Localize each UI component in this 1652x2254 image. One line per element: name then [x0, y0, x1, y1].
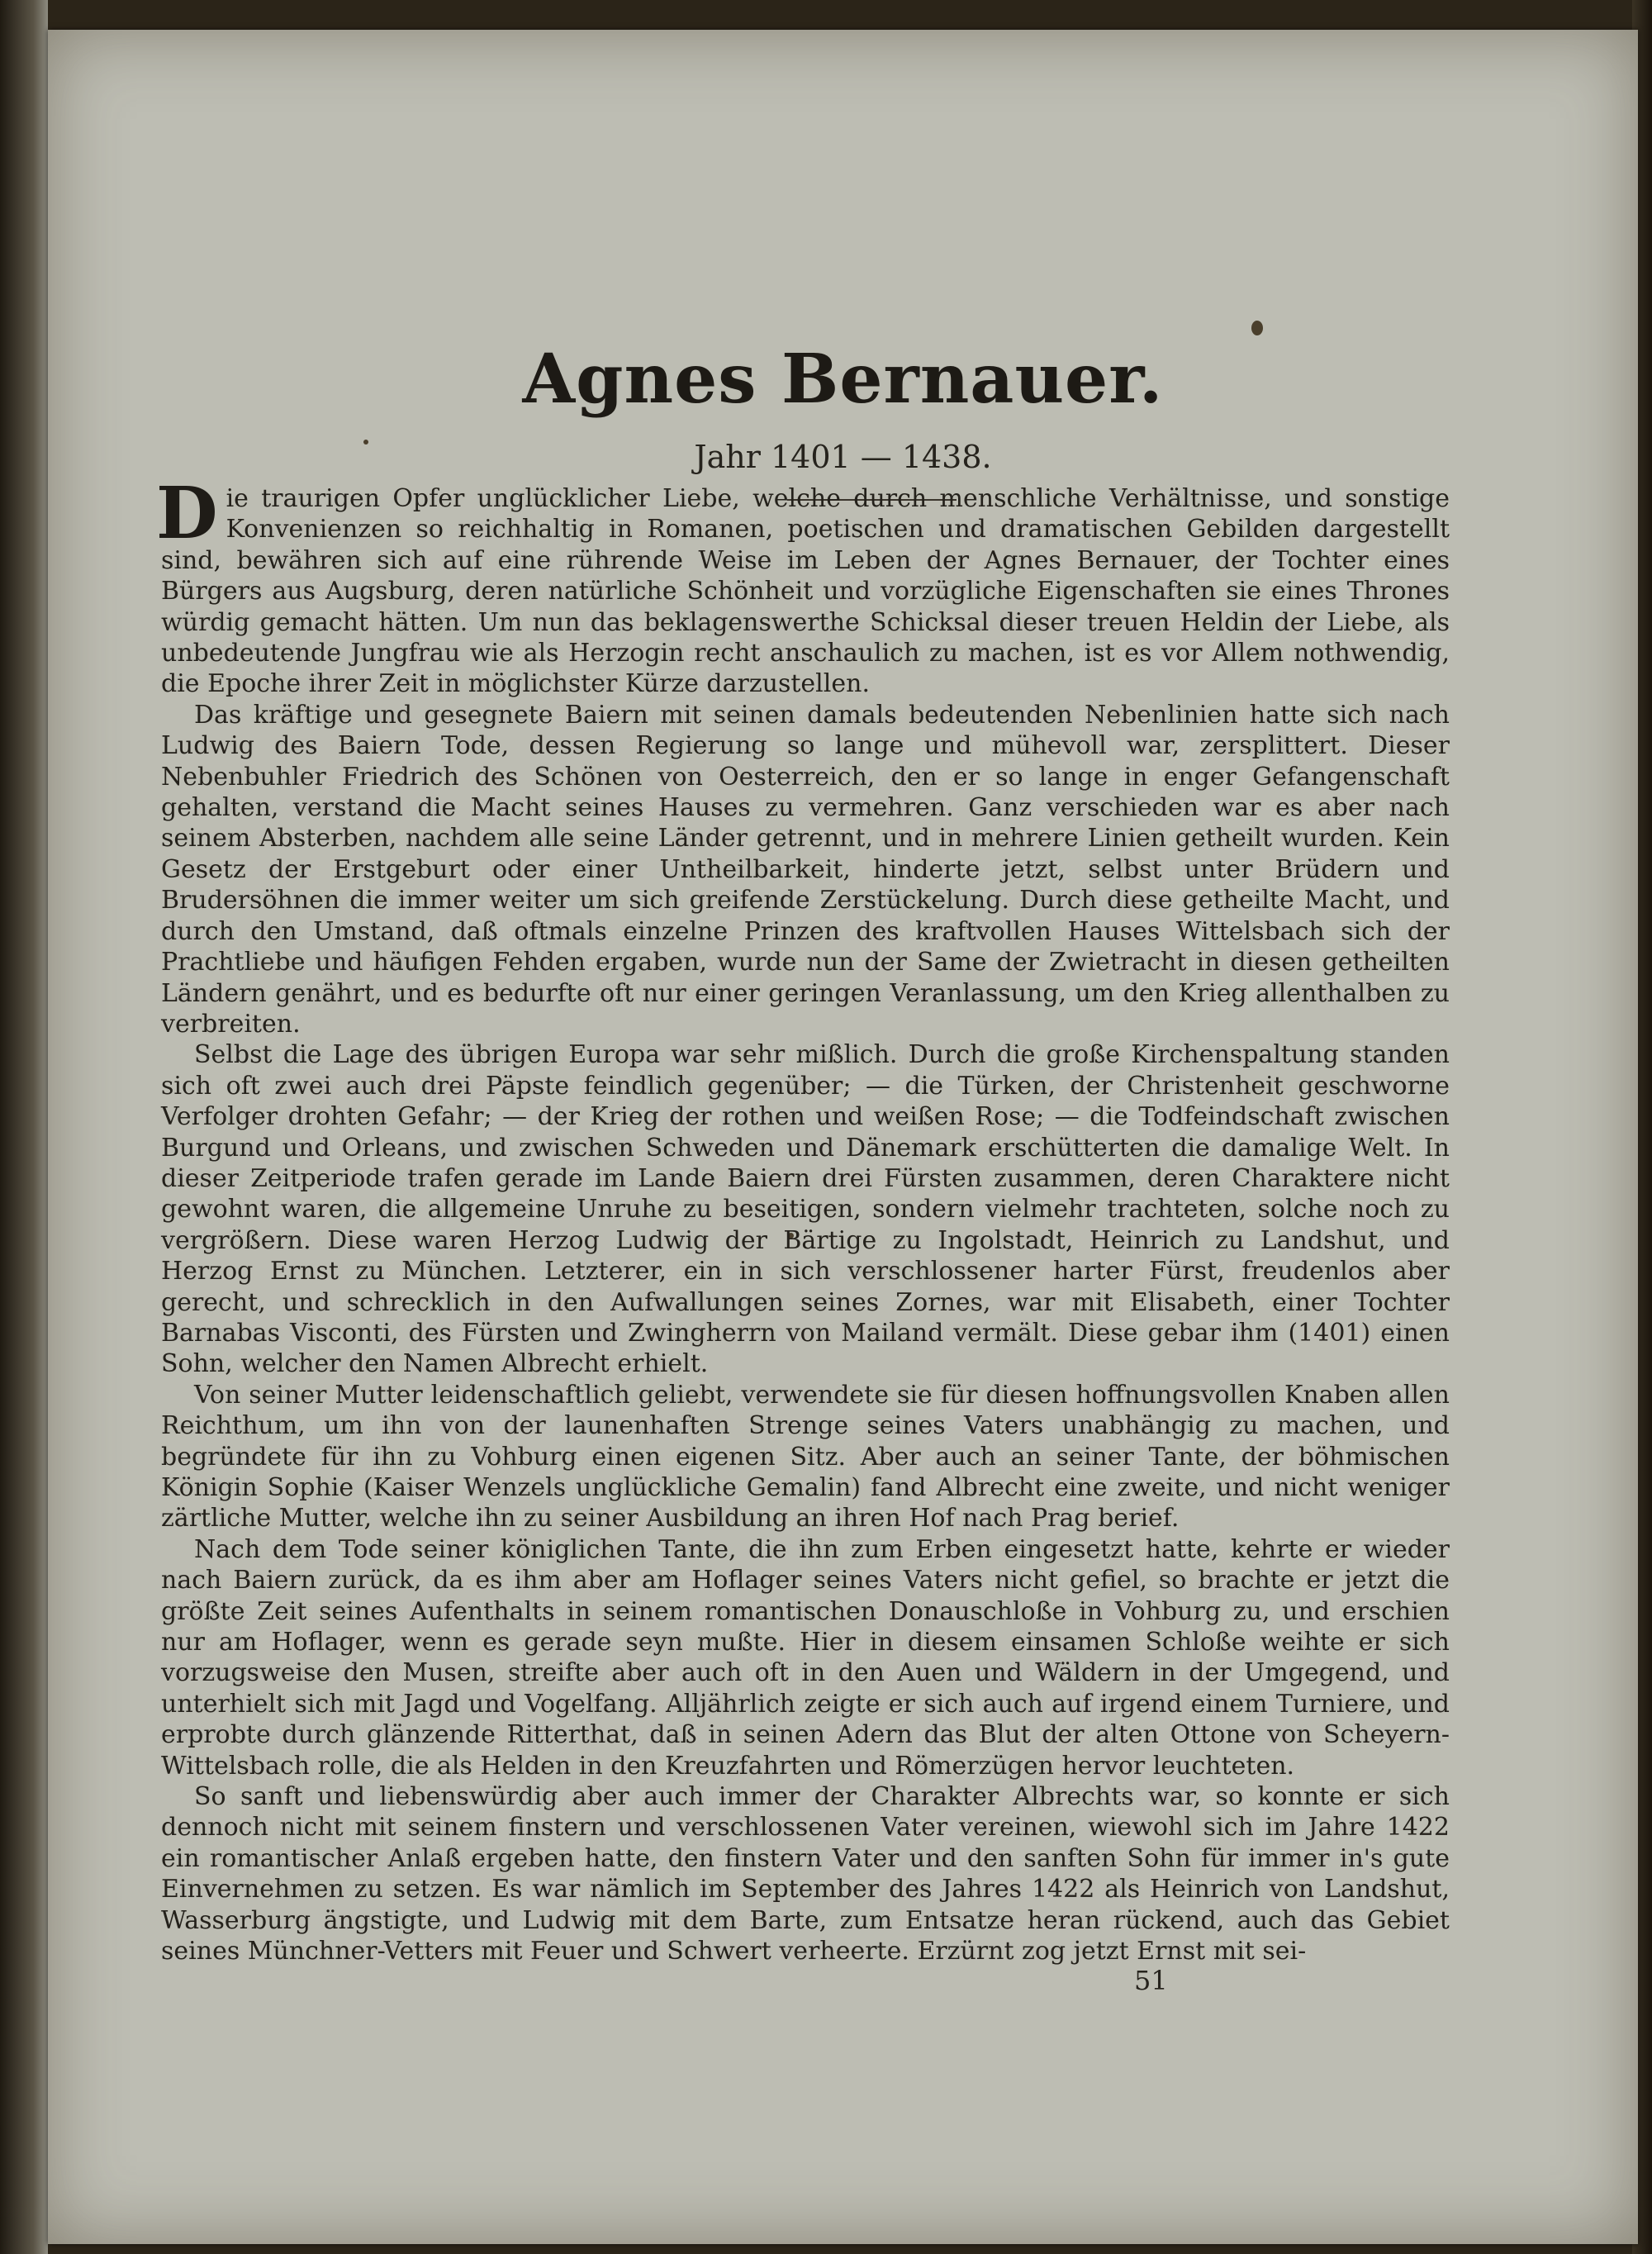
- book-gutter: [0, 0, 48, 2254]
- drop-cap: D: [156, 472, 218, 555]
- paragraph: Selbst die Lage des übrigen Europa war sehr mißlich. Durch die große Kirchenspaltung standen sich oft zwei auch drei Päpste feindlich gegenüber; — die Türken, der Christenheit geschworne Verfolger drohten Gefahr; — der Krieg der rothen und weißen Rose; — die Todfeindschaft zwischen Burgund und Orleans, und zwischen Schweden und Dänemark erschütterten die damalige Welt. In dieser Zeitperiode trafen gerade im Lande Baiern drei Fürsten zusammen, deren Charaktere nicht gewohnt waren, die allgemeine Unruhe zu beseitigen, sondern vielmehr trachteten, solche noch zu vergrößern. Diese waren Herzog Ludwig der Bärtige zu Ingolstadt, Heinrich zu Landshut, und Herzog Ernst zu München. Letzterer, ein in sich verschlossener harter Fürst, freudenlos aber gerecht, und schrecklich in den Aufwallungen seines Zornes, war mit Elisabeth, einer Tochter Barnabas Visconti, des Fürsten und Zwingherrn von Mailand vermält. Diese gebar ihm (1401) einen Sohn, welcher den Namen Albrecht erhielt.: [161, 1040, 1450, 1379]
- paragraph: Das kräftige und gesegnete Baiern mit seinen damals bedeutenden Nebenlinien hatte sich nach Ludwig des Baiern Tode, dessen Regierung so lange und mühevoll war, zersplittert. Dieser Nebenbuhler Friedrich des Schönen von Oesterreich, den er so lange in enger Gefangenschaft gehalten, verstand die Macht seines Hauses zu vermehren. Ganz verschieden war es aber nach seinem Absterben, nachdem alle seine Länder getrennt, und in mehrere Linien getheilt wurden. Kein Gesetz der Erstgeburt oder einer Untheilbarkeit, hinderte jetzt, selbst unter Brüdern und Brudersöhnen die immer weiter um sich greifende Zerstückelung. Durch diese getheilte Macht, und durch den Umstand, daß oftmals einzelne Prinzen des kraftvollen Hauses Wittelsbach sich der Prachtliebe und häufigen Fehden ergaben, wurde nun der Same der Zwietracht in diesen getheilten Ländern genährt, und es bedurfte oft nur einer geringen Veranlassung, um den Krieg allenthalben zu verbreiten.: [161, 700, 1450, 1039]
- paragraph: [156, 472, 1450, 700]
- body-text: [156, 472, 1450, 1967]
- chapter-subtitle: Jahr 1401 — 1438.: [694, 439, 992, 475]
- paragraph: So sanft und liebenswürdig aber auch immer der Charakter Albrechts war, so konnte er sich dennoch nicht mit seinem finstern und verschlossenen Vater vereinen, wiewohl sich im Jahre 1422 ein romantischer Anlaß ergeben hatte, den finstern Vater und den sanften Sohn für immer in's gute Einvernehmen zu setzen. Es war nämlich im September des Jahres 1422 als Heinrich von Landshut, Wasserburg ängstigte, und Ludwig mit dem Barte, zum Entsatze heran rückend, auch das Gebiet seines Münchner-Vetters mit Feuer und Schwert verheerte. Erzürnt zog jetzt Ernst mit sei-: [161, 1782, 1450, 1966]
- paragraph: Nach dem Tode seiner königlichen Tante, die ihn zum Erben eingesetzt hatte, kehrte er wieder nach Baiern zurück, da es ihm aber am Hoflager seines Vaters nicht gefiel, so brachte er jetzt die größte Zeit seines Aufenthalts in seinem romantischen Donauschloße in Vohburg zu, und erschien nur am Hoflager, wenn es gerade seyn mußte. Hier in diesem einsamen Schloße weihte er sich vorzugsweise den Musen, streifte aber auch oft in den Auen und Wäldern in der Umgegend, und unterhielt sich mit Jagd und Vogelfang. Alljährlich zeigte er sich auch auf irgend einem Turniere, und erprobte durch glänzende Ritterthat, daß in seinen Adern das Blut der alten Ottone von Scheyern-Wittelsbach rolle, die als Helden in den Kreuzfahrten und Römerzügen hervor leuchteten.: [161, 1534, 1450, 1781]
- chapter-title: Agnes Bernauer.: [522, 340, 1164, 419]
- ink-spot: [1251, 321, 1263, 335]
- page-number: 51: [1134, 1965, 1168, 1996]
- paragraph: Von seiner Mutter leidenschaftlich geliebt, verwendete sie für diesen hoffnungsvollen Knaben allen Reichthum, um ihn von der launenhaften Strenge seines Vaters unabhängig zu machen, und begründete für ihn zu Vohburg einen eigenen Sitz. Aber auch an seiner Tante, der böhmischen Königin Sophie (Kaiser Wenzels unglückliche Gemalin) fand Albrecht eine zweite, und nicht weniger zärtliche Mutter, welche ihn zu seiner Ausbildung an ihren Hof nach Prag berief.: [161, 1380, 1450, 1534]
- paragraph-text: ie traurigen Opfer unglücklicher Liebe, welche durch menschliche Verhältnisse, und sonstige Konvenienzen so reichhaltig in Romanen, poetischen und dramatischen Gebilden dargestellt sind, bewähren sich auf eine rührende Weise im Leben der Agnes Bernauer, der Tochter eines Bürgers aus Augsburg, deren natürliche Schönheit und vorzügliche Eigenschaften sie eines Thrones würdig gemacht hätten. Um nun das beklagenswerthe Schicksal dieser treuen Heldin der Liebe, als unbedeutende Jungfrau wie als Herzogin recht anschaulich zu machen, ist es vor Allem nothwendig, die Epoche ihrer Zeit in möglichster Kürze darzustellen.: [161, 484, 1450, 699]
